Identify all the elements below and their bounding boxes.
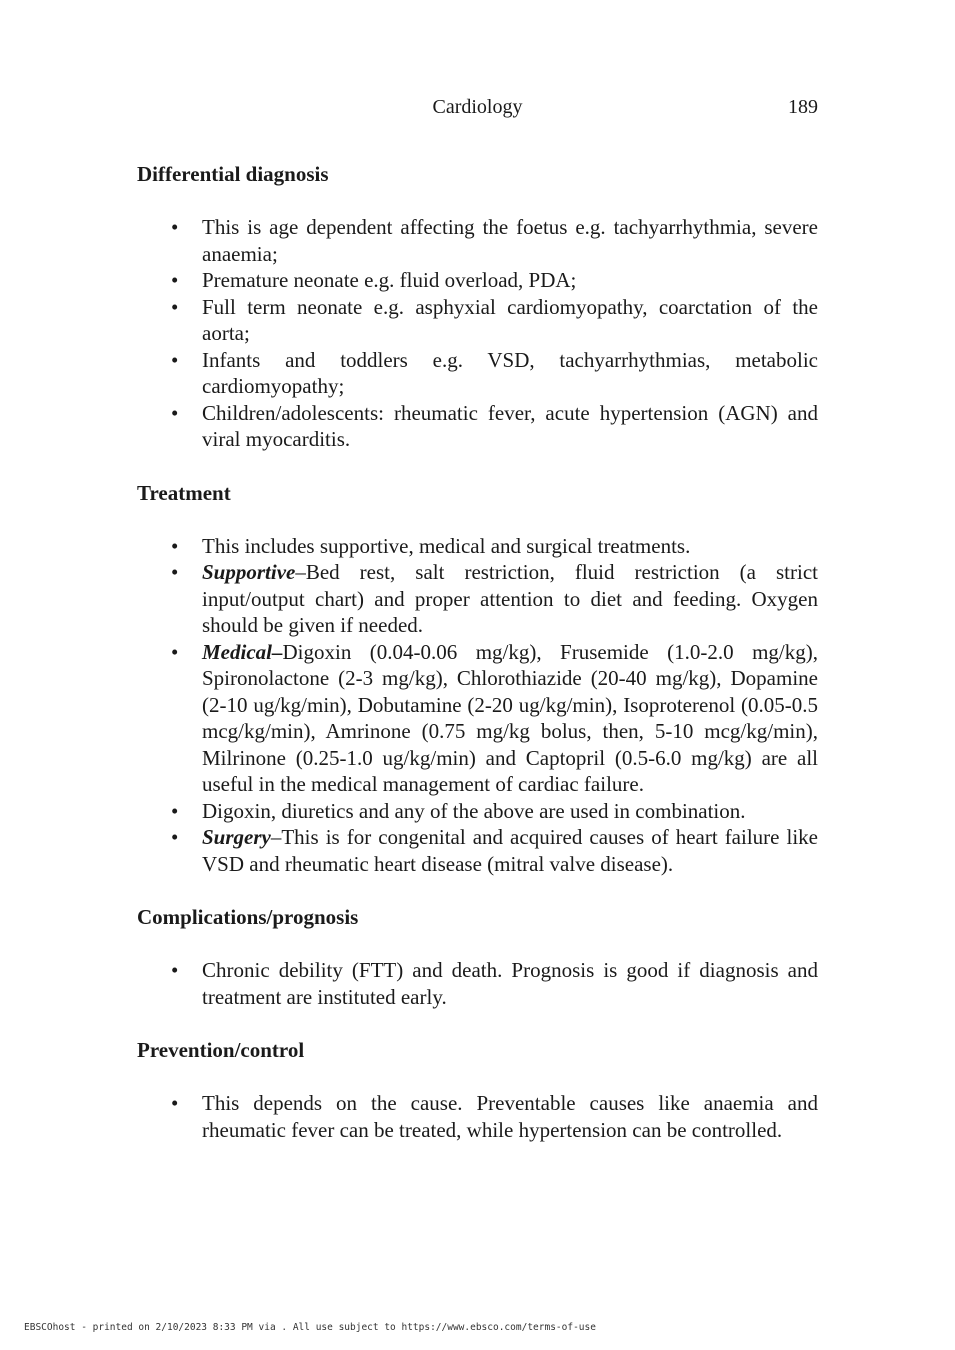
item-text: Premature neonate e.g. fluid overload, PDA;	[202, 268, 577, 292]
item-text: Children/adolescents: rheumatic fever, acute hypertension (AGN) and viral myocarditis.	[202, 400, 818, 451]
list-item	[137, 267, 818, 294]
running-head	[0, 96, 955, 122]
item-lead-supportive: Supportive	[202, 560, 296, 584]
section-heading-treatment: Treatment	[137, 480, 231, 505]
list-item	[137, 347, 818, 400]
item-text: Infants and toddlers e.g. VSD, tachyarrhythmias, metabolic cardiomyopathy;	[202, 347, 818, 398]
bullet-icon: •	[171, 560, 179, 584]
prevention-list	[137, 1090, 818, 1143]
list-item	[137, 1090, 818, 1143]
item-text: –Bed rest, salt restriction, fluid restriction (a strict input/output chart) and proper attention to diet and feeding. Oxygen should be given if needed.	[202, 560, 818, 637]
item-text: Digoxin, diuretics and any of the above are used in combination.	[202, 798, 746, 823]
bullet-icon: •	[171, 215, 179, 239]
treatment-list	[137, 533, 818, 878]
running-title: Cardiology	[432, 96, 523, 118]
complications-list	[137, 957, 818, 1010]
bullet-icon: •	[171, 825, 179, 849]
item-text: This depends on the cause. Preventable causes like anaemia and rheumatic fever can be treated, while hypertension can be controlled.	[202, 1091, 818, 1142]
item-lead-medical: Medical–	[202, 639, 283, 664]
section-heading-complications-prognosis: Complications/prognosis	[137, 905, 359, 929]
bullet-icon: •	[171, 1091, 179, 1115]
list-item	[137, 824, 818, 877]
item-text: Digoxin (0.04-0.06 mg/kg), Frusemide (1.0-2.0 mg/kg), Spironolactone (2-3 mg/kg), Chlorothiazide (20-40 mg/kg), Dopamine (2-10 ug/kg/min), Dobutamine (2-20 ug/kg/min), Isoproterenol (0.05-0.5 mcg/kg/min), Amrinone (0.75 mg/kg bolus, then, 5-10 mcg/kg/min), Milrinone (0.25-1.0 ug/kg/min) and Captopril (0.5-6.0 mg/kg) are all useful in the medical management of cardiac failure.	[202, 639, 818, 796]
section-heading-differential-diagnosis: Differential diagnosis	[137, 162, 329, 186]
list-item	[137, 400, 818, 453]
bullet-icon: •	[171, 798, 179, 823]
list-item	[137, 533, 818, 560]
page-number: 189	[788, 96, 818, 118]
section-heading-prevention-control: Prevention/control	[137, 1038, 305, 1062]
bullet-icon: •	[171, 268, 179, 292]
bullet-icon: •	[171, 400, 179, 425]
list-item	[137, 639, 818, 798]
item-text: This includes supportive, medical and surgical treatments.	[202, 533, 691, 558]
bullet-icon: •	[171, 294, 179, 319]
list-item	[137, 957, 818, 1010]
bullet-icon: •	[171, 639, 179, 664]
page-body	[137, 160, 818, 1169]
list-item	[137, 294, 818, 347]
list-item	[137, 214, 818, 267]
footer-notice: EBSCOhost - printed on 2/10/2023 8:33 PM via . All use subject to https://www.ebsco.com/terms-of-use	[24, 1322, 596, 1333]
bullet-icon: •	[171, 533, 179, 558]
list-item	[137, 559, 818, 639]
item-text: This is age dependent affecting the foetus e.g. tachyarrhythmia, severe anaemia;	[202, 215, 818, 266]
item-lead-surgery: Surgery	[202, 825, 271, 849]
bullet-icon: •	[171, 347, 179, 372]
item-text: Full term neonate e.g. asphyxial cardiomyopathy, coarctation of the aorta;	[202, 294, 818, 345]
item-text: –This is for congenital and acquired causes of heart failure like VSD and rheumatic heart disease (mitral valve disease).	[202, 825, 818, 876]
list-item	[137, 798, 818, 825]
bullet-icon: •	[171, 958, 179, 982]
differential-diagnosis-list	[137, 214, 818, 453]
item-text: Chronic debility (FTT) and death. Prognosis is good if diagnosis and treatment are instituted early.	[202, 958, 818, 1009]
